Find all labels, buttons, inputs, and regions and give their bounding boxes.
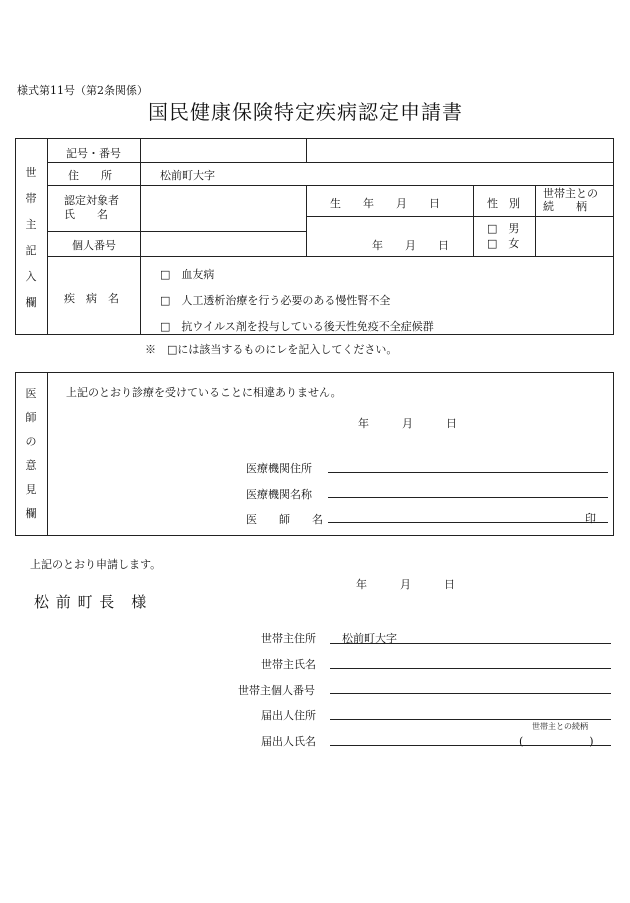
- disease-options[interactable]: [160, 262, 434, 340]
- relation-header: 世帯主との 続 柄: [543, 187, 598, 213]
- subject-name-field[interactable]: [142, 187, 304, 229]
- gender-female-option[interactable]: □ 女: [487, 237, 520, 250]
- applicant-address-line[interactable]: [330, 719, 611, 720]
- doctor-date[interactable]: 年 月 日: [358, 417, 457, 430]
- address-value[interactable]: 松前町大字: [160, 169, 215, 182]
- application-date[interactable]: 年 月 日: [356, 578, 455, 591]
- personal-number-label: 個人番号: [72, 239, 116, 252]
- head-address-label: 世帯主住所: [261, 632, 316, 645]
- personal-number-field[interactable]: [142, 233, 304, 254]
- institution-name-line[interactable]: [328, 497, 608, 498]
- relation-field[interactable]: [537, 218, 612, 254]
- head-name-line[interactable]: [330, 668, 611, 669]
- head-name-label: 世帯主氏名: [261, 658, 316, 671]
- head-address-value[interactable]: 松前町大字: [342, 632, 397, 645]
- doctor-name-label: 医 師 名: [246, 513, 323, 526]
- gender-male-option[interactable]: □ 男: [487, 222, 520, 235]
- doctor-side-label: 医 師 の 意 見 欄: [25, 387, 37, 520]
- institution-address-label: 医療機関住所: [246, 462, 312, 475]
- disease-option-aids[interactable]: □ 抗ウイルス剤を投与している後天性免疫不全症候群: [160, 320, 434, 333]
- relation-paren[interactable]: ( ): [519, 735, 594, 748]
- applicant-name-label: 届出人氏名: [261, 735, 316, 748]
- application-statement: 上記のとおり申請します。: [30, 558, 162, 571]
- household-side-label: 世 帯 主 記 入 欄: [25, 166, 37, 309]
- form-number: 様式第11号（第2条関係）: [17, 84, 148, 97]
- birth-header: 生 年 月 日: [330, 197, 440, 210]
- disease-option-renal-failure[interactable]: □ 人工透析治療を行う必要のある慢性腎不全: [160, 294, 391, 307]
- page-title: 国民健康保険特定疾病認定申請書: [148, 100, 463, 124]
- head-personal-number-line[interactable]: [330, 693, 611, 694]
- checkbox-note: ※ □には該当するものにレを記入してください。: [145, 343, 398, 356]
- head-personal-number-label: 世帯主個人番号: [238, 684, 315, 697]
- gender-checkboxes[interactable]: [487, 221, 519, 251]
- symbol-number-label: 記号・番号: [66, 147, 121, 160]
- head-address-line[interactable]: [330, 643, 611, 644]
- seal-mark: 印: [585, 512, 596, 525]
- disease-option-hemophilia[interactable]: □ 血友病: [160, 268, 215, 281]
- relation-small-label: 世帯主との続柄: [532, 722, 588, 731]
- institution-name-label: 医療機関名称: [246, 488, 312, 501]
- institution-address-line[interactable]: [328, 472, 608, 473]
- disease-label: 疾 病 名: [64, 292, 119, 305]
- symbol-number-field[interactable]: [142, 140, 304, 160]
- birth-date-value[interactable]: 年 月 日: [372, 239, 449, 252]
- gender-header: 性 別: [487, 197, 520, 210]
- applicant-name-line[interactable]: [330, 745, 611, 746]
- addressee: 松 前 町 長 様: [34, 593, 148, 611]
- address-label: 住 所: [68, 169, 112, 182]
- applicant-address-label: 届出人住所: [261, 709, 316, 722]
- subject-name-label: 認定対象者 氏 名: [64, 194, 119, 221]
- doctor-name-line[interactable]: [328, 522, 608, 523]
- doctor-statement: 上記のとおり診療を受けていることに相違ありません。: [66, 386, 342, 399]
